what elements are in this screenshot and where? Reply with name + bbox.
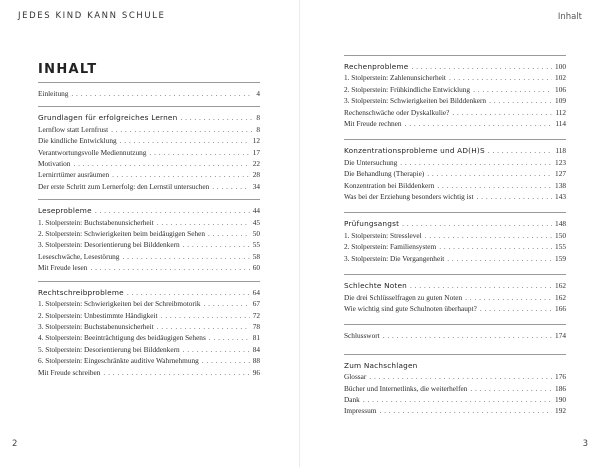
toc-entry-title: 1. Stolperstein: Stresslevel [344,230,422,240]
toc-entry[interactable] [38,217,260,228]
toc-entry-page: 88 [252,356,260,366]
toc-entry-page: 155 [555,242,566,252]
dot-leader [439,241,552,252]
toc-entry-page: 34 [252,181,260,191]
toc-entry-page: 190 [555,394,566,404]
toc-entry[interactable] [344,405,566,416]
toc-heading[interactable] [344,360,566,371]
toc-entry[interactable] [38,88,260,99]
dot-leader [402,218,552,229]
toc-entry-title: Konzentrationsprobleme und AD(H)S [344,146,485,156]
toc-heading[interactable] [344,61,566,72]
dot-leader [447,253,552,264]
toc-group [344,139,566,202]
toc-entry-page: 174 [555,331,566,341]
toc-group [38,106,260,192]
dot-leader [452,107,552,118]
toc-heading[interactable] [38,205,260,216]
toc-entry-title: 3. Stolperstein: Die Vergangenheit [344,253,445,263]
dot-leader [157,217,250,228]
toc-entry-page: 12 [252,136,260,146]
toc-entry-page: 55 [252,240,260,250]
toc-entry-title: Schlusswort [344,331,380,341]
toc-entry-title: 6. Stolperstein: Eingeschränkte auditive Wahrnehmung [38,356,199,366]
toc-entry-title: 1. Stolperstein: Buchstabenunsicherheit [38,217,154,227]
dot-leader [473,84,552,95]
toc-entry-page: 127 [555,169,566,179]
toc-right-column [344,55,566,417]
dot-leader [157,321,250,332]
toc-entry-title: Bücher und Internetlinks, die weiterhelfen [344,383,468,393]
dot-leader [400,157,552,168]
toc-heading[interactable] [38,112,260,123]
toc-entry-page: 4 [256,89,260,98]
toc-entry[interactable] [344,253,566,264]
toc-group [38,82,260,99]
toc-entry[interactable] [38,124,260,135]
toc-entry-page: 114 [555,119,566,129]
toc-entry-title: Die kindliche Entwicklung [38,136,117,146]
page-number-left: 2 [12,439,18,449]
toc-group [344,55,566,129]
toc-entry-title: 2. Stolperstein: Unbestimmte Händigkeit [38,310,158,320]
toc-entry-title: 1. Stolperstein: Schwierigkeiten bei der Schreibmotorik [38,299,201,309]
toc-entry-title: Was bei der Erziehung besonders wichtig ist [344,192,474,202]
dot-leader [477,191,553,202]
toc-entry-page: 78 [252,321,260,331]
toc-entry-title: Dank [344,394,360,404]
toc-group [344,274,566,314]
dot-leader [183,344,250,355]
toc-title: INHALT [38,62,98,77]
toc-entry[interactable] [38,135,260,146]
dot-leader [449,72,552,83]
toc-entry-page: 123 [555,157,566,167]
toc-entry-page: 143 [555,192,566,202]
toc-entry-title: Wie wichtig sind gute Schulnoten überhaupt? [344,303,477,313]
dot-leader [103,367,249,378]
toc-entry-title: Rechtschreibprobleme [38,287,124,297]
toc-entry-page: 102 [555,73,566,83]
toc-entry-page: 50 [252,229,260,239]
toc-entry[interactable] [38,181,260,192]
toc-entry[interactable] [344,168,566,179]
toc-entry-title: Einleitung [38,89,69,98]
dot-leader [410,280,552,291]
toc-entry[interactable] [38,367,260,378]
toc-entry-title: 1. Stolperstein: Zahlenunsicherheit [344,73,446,83]
toc-entry-title: Die drei Schlüsselfragen zu guten Noten [344,292,463,302]
toc-entry-page: 22 [252,159,260,169]
toc-entry-page: 162 [555,281,566,291]
toc-entry-title: Leseprobleme [38,206,92,216]
toc-heading[interactable] [344,218,566,229]
dot-leader [465,292,552,303]
toc-entry[interactable] [344,303,566,314]
dot-leader [489,95,552,106]
toc-entry-page: 138 [555,180,566,190]
toc-entry-title: Schlechte Noten [344,281,407,291]
toc-entry-page: 186 [555,383,566,393]
toc-entry-page: 109 [555,96,566,106]
dot-leader [73,158,249,169]
toc-entry[interactable] [344,157,566,168]
toc-entry-title: Impressum [344,406,377,416]
toc-entry[interactable] [38,332,260,343]
toc-entry-page: 148 [555,219,566,229]
toc-entry[interactable] [344,383,566,394]
toc-entry-title: Der erste Schritt zum Lernerfolg: den Lernstil untersuchen [38,181,210,191]
toc-entry-page: 28 [252,170,260,180]
page-number-right: 3 [582,439,588,449]
toc-entry[interactable] [38,147,260,158]
toc-group [344,324,566,341]
toc-entry-title: Motivation [38,159,71,169]
toc-entry[interactable] [344,292,566,303]
toc-entry-page: 64 [252,287,260,297]
toc-entry-page: 166 [555,303,566,313]
toc-entry-page: 81 [252,333,260,343]
dot-leader [209,332,250,343]
toc-entry-title: 2. Stolperstein: Familiensystem [344,242,437,252]
toc-entry-title: Rechenschwäche oder Dyskalkulie? [344,107,450,117]
dot-leader [95,205,250,216]
toc-heading[interactable] [38,287,260,298]
dot-leader [204,298,250,309]
toc-entry[interactable] [38,298,260,309]
toc-entry-page: 112 [555,107,566,117]
toc-entry-page: 44 [252,206,260,216]
toc-left-column [38,82,260,378]
dot-leader [122,251,249,262]
toc-entry-title: Mit Freude schreiben [38,367,101,377]
toc-entry-page: 118 [555,146,566,156]
toc-entry-title: 4. Stolperstein: Beeinträchtigung des beidäugigen Sehens [38,333,206,343]
toc-entry[interactable] [344,95,566,106]
toc-group [344,212,566,264]
dot-leader [127,287,250,298]
toc-entry-title: Mit Freude rechnen [344,119,402,129]
toc-entry-page: 176 [555,372,566,382]
toc-entry[interactable] [344,72,566,83]
toc-entry-page: 45 [252,217,260,227]
dot-leader [202,355,250,366]
toc-entry-title: Lernirrtümer ausräumen [38,170,110,180]
toc-entry[interactable] [344,241,566,252]
toc-entry[interactable] [38,355,260,366]
toc-entry-title: Zum Nachschlagen [344,360,418,370]
toc-entry-page: 67 [252,299,260,309]
toc-entry-page: 8 [256,113,260,123]
toc-entry[interactable] [344,180,566,191]
toc-entry-title: 3. Stolperstein: Schwierigkeiten bei Bilddenkern [344,96,487,106]
toc-entry[interactable] [38,228,260,239]
right-page [300,0,600,467]
toc-entry-title: Mit Freude lesen [38,263,88,273]
toc-group [344,354,566,417]
toc-entry[interactable] [344,107,566,118]
toc-entry[interactable] [38,321,260,332]
dot-leader [183,239,250,250]
toc-entry-page: 192 [555,406,566,416]
dot-leader [369,371,552,382]
dot-leader [212,181,249,192]
toc-entry-title: Rechenprobleme [344,62,409,71]
toc-entry-title: 2. Stolperstein: Schwierigkeiten beim beidäugigen Sehen [38,229,205,239]
toc-entry-title: Lernflow statt Lernfrust [38,124,109,134]
dot-leader [363,394,552,405]
toc-entry-page: 72 [252,310,260,320]
dot-leader [112,169,250,180]
toc-entry[interactable] [38,158,260,169]
dot-leader [427,168,552,179]
toc-entry[interactable] [38,239,260,250]
toc-heading[interactable] [344,145,566,156]
dot-leader [405,118,553,129]
toc-entry-title: Konzentration bei Bilddenkern [344,180,435,190]
toc-entry[interactable] [344,371,566,382]
dot-leader [90,262,249,273]
dot-leader [161,310,250,321]
toc-entry[interactable] [344,84,566,95]
toc-heading[interactable] [344,280,566,291]
toc-group [38,281,260,378]
dot-leader [425,230,552,241]
toc-entry[interactable] [344,118,566,129]
toc-entry[interactable] [38,262,260,273]
dot-leader [149,147,249,158]
toc-entry-title: Verantwortungsvolle Mediennutzung [38,147,147,157]
toc-entry-page: 162 [555,292,566,302]
toc-entry-page: 84 [252,344,260,354]
toc-entry-page: 96 [252,367,260,377]
toc-entry[interactable] [344,191,566,202]
toc-entry-title: Leseschwäche, Lesestörung [38,251,120,261]
dot-leader [411,61,552,72]
toc-entry-title: Prüfungsangst [344,219,400,229]
toc-entry-title: Grundlagen für erfolgreiches Lernen [38,113,178,123]
dot-leader [379,405,552,416]
toc-entry-title: 3. Stolperstein: Buchstabenunsicherheit [38,321,154,331]
dot-leader [208,228,250,239]
toc-entry-title: Die Behandlung (Therapie) [344,169,425,179]
dot-leader [470,383,552,394]
toc-entry-page: 106 [555,84,566,94]
toc-entry-page: 100 [555,62,566,71]
dot-leader [71,88,253,99]
toc-entry[interactable] [38,310,260,321]
toc-entry[interactable] [38,169,260,180]
toc-entry[interactable] [344,394,566,405]
toc-entry-page: 150 [555,230,566,240]
dot-leader [437,180,552,191]
toc-entry-page: 58 [252,251,260,261]
toc-entry[interactable] [344,230,566,241]
dot-leader [180,112,253,123]
dot-leader [488,145,553,156]
toc-entry-page: 60 [252,263,260,273]
toc-entry-title: Die Untersuchung [344,157,398,167]
running-head-book-title: JEDES KIND KANN SCHULE [18,11,166,21]
dot-leader [383,330,552,341]
toc-entry-title: 2. Stolperstein: Frühkindliche Entwicklung [344,84,471,94]
dot-leader [480,303,552,314]
toc-entry-page: 8 [256,124,260,134]
dot-leader [111,124,253,135]
toc-entry[interactable] [344,330,566,341]
toc-group [38,199,260,273]
toc-entry-page: 159 [555,253,566,263]
toc-entry-title: 3. Stolperstein: Desorientierung bei Bilddenkern [38,240,180,250]
toc-entry[interactable] [38,344,260,355]
toc-entry-title: 5. Stolperstein: Desorientierung bei Bilddenkern [38,344,180,354]
toc-entry[interactable] [38,251,260,262]
toc-entry-page: 17 [252,147,260,157]
dot-leader [120,135,250,146]
toc-entry-title: Glossar [344,372,367,382]
running-head-section: Inhalt [557,12,582,22]
